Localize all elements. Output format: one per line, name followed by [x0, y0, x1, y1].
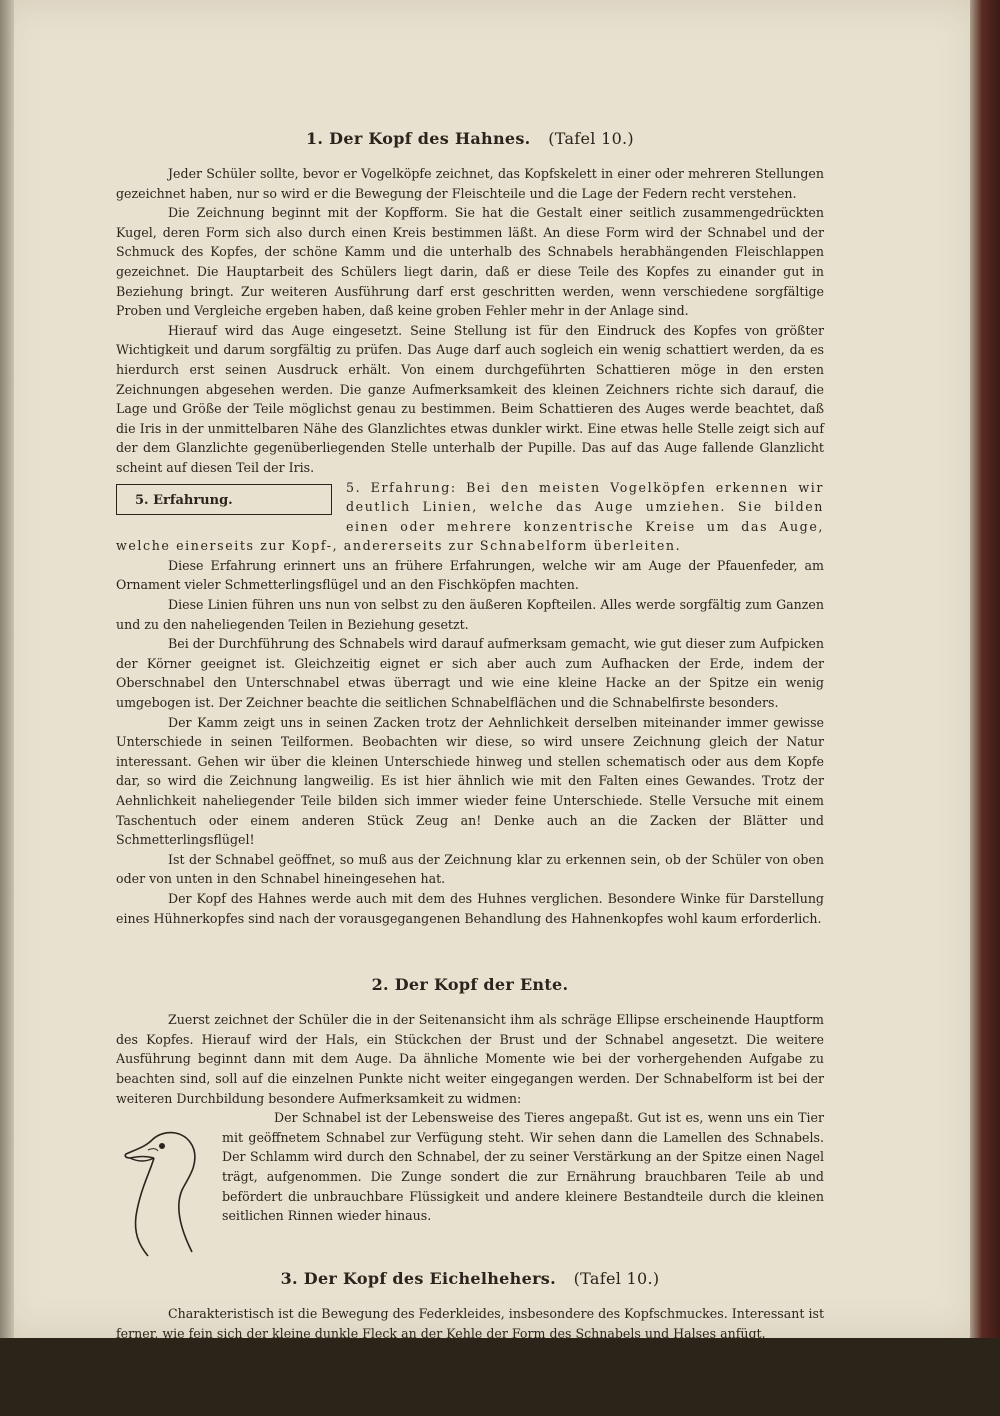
- paragraph: Der listige Ausdruck des Auges ist zu beobachten! Alles andere ist durch die vorhergehenden Besprechungen genügend vorbereitet.: [116, 1343, 824, 1382]
- experience-paragraph: 5. Erfahrung: Bei den meisten Vogelköpfen erkennen wir deutlich Linien, welche das Auge umziehen. Sie bilden einen oder mehrere konzentrische Kreise um das Auge, welche einerseits zur Kopf-, andererseits zur Schnabelform überleiten.: [116, 478, 824, 556]
- page-number: 65: [116, 1397, 824, 1416]
- paragraph: Der Kamm zeigt uns in seinen Zacken trotz der Aehnlichkeit derselben miteinander immer gewisse Unterschiede in seinen Teilformen. Beobachten wir diese, so wird unsere Zeichnung gleich der Natur interessant. Gehen wir über die kleinen Unterschiede hinweg und stellen schematisch oder aus dem Kopfe dar, so wird die Zeichnung langweilig. Es ist hier ähnlich wie mit den Falten eines Gewandes. Trotz der Aehnlichkeit naheliegender Teile bilden sich immer wieder feine Unterschiede. Stelle Versuche mit einem Taschentuch oder einem anderen Stück Zeug an! Denke auch an die Zacken der Blätter und Schmetterlingsflügel!: [116, 713, 824, 850]
- paragraph: Ist der Schnabel geöffnet, so muß aus der Zeichnung klar zu erkennen sein, ob der Schüler von oben oder von unten in den Schnabel hineingesehen hat.: [116, 850, 824, 889]
- section-1-plate-ref: (Tafel 10.): [548, 129, 634, 148]
- paragraph: Der Kopf des Hahnes werde auch mit dem des Huhnes verglichen. Besondere Winke für Darstellung eines Hühnerkopfes sind nach der vorausgegangenen Behandlung des Hahnenkopfes wohl kaum erforderlich.: [116, 889, 824, 928]
- page-content: [116, 126, 824, 1416]
- paragraph: Hierauf wird das Auge eingesetzt. Seine Stellung ist für den Eindruck des Kopfes von größter Wichtigkeit und darum sorgfältig zu prüfen. Das Auge darf auch sogleich ein wenig schattiert werden, da es hierdurch erst seinen Ausdruck erhält. Von einem durchgeführten Schattieren möge in den ersten Zeichnungen abgesehen werden. Die ganze Aufmerksamkeit des kleinen Zeichners richte sich darauf, die Lage und Größe der Teile möglichst genau zu bestimmen. Beim Schattieren des Auges werde beachtet, daß die Iris in der unmittelbaren Nähe des Glanzlichtes etwas dunkler wirkt. Eine etwas helle Stelle zeigt sich auf der dem Glanzlichte gegenüberliegenden Stelle unterhalb der Pupille. Das auf das Auge fallende Glanzlicht scheint auf diesen Teil der Iris.: [116, 321, 824, 478]
- page-gutter: [0, 0, 14, 1338]
- paragraph: Bei der Durchführung des Schnabels wird darauf aufmerksam gemacht, wie gut dieser zum Aufpicken der Körner geeignet ist. Gleichzeitig eignet er sich aber auch zum Aufhacken der Erde, indem der Oberschnabel den Unterschnabel etwas überragt und wie eine kleine Hacke an der Spitze ein wenig umgebogen ist. Der Zeichner beachte die seitlichen Schnabelflächen und die Schnabelfirste besonders.: [116, 634, 824, 712]
- section-3-title: 3. Der Kopf des Eichelhehers.: [281, 1269, 556, 1288]
- section-2-heading: 2. Der Kopf der Ente.: [116, 972, 824, 998]
- experience-box-label: 5. Erfahrung.: [116, 484, 332, 516]
- section-3-heading: [116, 1266, 824, 1292]
- paragraph: Jeder Schüler sollte, bevor er Vogelköpfe zeichnet, das Kopfskelett in einer oder mehreren Stellungen gezeichnet haben, nur so wird er die Bewegung der Fleischteile und die Lage der Federn recht verstehen.: [116, 164, 824, 203]
- paragraph: Diese Linien führen uns nun von selbst zu den äußeren Kopfteilen. Alles werde sorgfältig zum Ganzen und zu den naheliegenden Teilen in Beziehung gesetzt.: [116, 595, 824, 634]
- paragraph: Zuerst zeichnet der Schüler die in der Seitenansicht ihm als schräge Ellipse erscheinende Hauptform des Kopfes. Hierauf wird der Hals, ein Stückchen der Brust und der Schnabel angesetzt. Die weitere Ausführung beginnt dann mit dem Auge. Da ähnliche Momente wie bei der vorhergehenden Aufgabe zu beachten sind, soll auf die einzelnen Punkte nicht weiter eingegangen werden. Der Schnabelform ist bei der weiteren Durchbildung besondere Aufmerksamkeit zu widmen:: [116, 1010, 824, 1108]
- duck-eye: [159, 1143, 165, 1149]
- paragraph: Die Zeichnung beginnt mit der Kopfform. Sie hat die Gestalt einer seitlich zusammengedrückten Kugel, deren Form sich also durch einen Kreis bestimmen läßt. An diese Form wird der Schnabel und der Schmuck des Kopfes, der schöne Kamm und die unterhalb des Schnabels herabhängenden Fleischlappen gezeichnet. Die Hauptarbeit des Schülers liegt darin, daß er diese Teile des Kopfes zu einander gut in Beziehung bringt. Zur weiteren Ausführung darf erst geschritten werden, wenn verschiedene sorgfältige Proben und Vergleiche ergeben haben, daß keine groben Fehler mehr in der Anlage sind.: [116, 203, 824, 321]
- section-1-heading: [116, 126, 824, 152]
- section-1-title: 1. Der Kopf des Hahnes.: [306, 129, 531, 148]
- duck-head-illustration: [118, 1120, 214, 1262]
- paragraph: Charakteristisch ist die Bewegung des Federkleides, insbesondere des Kopfschmuckes. Interessant ist ferner, wie fein sich der kleine dunkle Fleck an der Kehle der Form des Schnabels und Halses anfügt.: [116, 1304, 824, 1343]
- section-3-plate-ref: (Tafel 10.): [574, 1269, 660, 1288]
- paragraph: Der Schnabel ist der Lebensweise des Tieres angepaßt. Gut ist es, wenn uns ein Tier mit geöffnetem Schnabel zur Verfügung steht. Wir sehen dann die Lamellen des Schnabels. Der Schlamm wird durch den Schnabel, der zu seiner Verstärkung an der Spitze einen Nagel trägt, aufgenommen. Die Zunge sondert die zur Ernährung brauchbaren Teile ab und befördert die unbrauchbare Flüssigkeit und andere kleinere Bestandteile durch die kleinen seitlichen Rinnen wieder hinaus.: [116, 1108, 824, 1226]
- book-cover-edge: [970, 0, 1000, 1338]
- paragraph: Diese Erfahrung erinnert uns an frühere Erfahrungen, welche wir am Auge der Pfauenfeder, am Ornament vieler Schmetterlingsflügel und an den Fischköpfen machten.: [116, 556, 824, 595]
